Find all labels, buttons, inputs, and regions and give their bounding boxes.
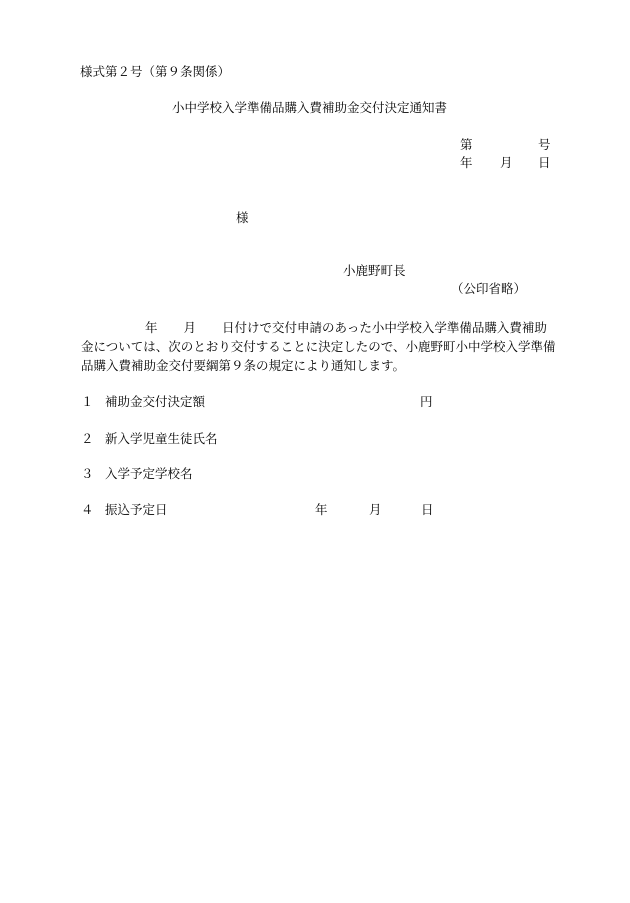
body-date-year: 年 [145,320,158,335]
body-text-rest: 助金については、次のとおり交付することに決定したので、小鹿野町小中学校入学準備品購入費補助金交付要綱第９条の規定により通知します。 [81,320,556,373]
doc-date-day: 日 [538,155,551,170]
item-label: 入学予定学校名 [105,466,193,481]
item-day: 日 [421,502,434,517]
doc-number-go: 号 [538,137,551,152]
item-label: 新入学児童生徒氏名 [105,431,218,446]
item-label: 補助金交付決定額 [105,394,206,409]
body-date-month: 月 [183,320,197,335]
seal-note: （公印省略） [451,281,527,296]
document-title: 小中学校入学準備品購入費補助金交付決定通知書 [172,100,448,115]
body-paragraph [81,318,559,375]
form-label: 様式第２号（第９条関係） [80,64,231,79]
item-year: 年 [315,502,328,517]
doc-date-month: 月 [500,155,513,170]
body-text-line1: 日付けで交付申請のあった小中学校入学準備品購入費補 [222,320,535,335]
item-number: ３ [81,466,94,481]
doc-number-dai: 第 [460,137,473,152]
issuer: 小鹿野町長 [343,263,406,278]
item-month: 月 [369,502,382,517]
recipient-suffix: 様 [236,210,249,225]
item-number: ２ [81,431,94,446]
item-number: １ [81,394,94,409]
item-number: ４ [81,502,94,517]
doc-date-year: 年 [460,155,473,170]
item-unit: 円 [420,394,433,409]
item-label: 振込予定日 [105,502,168,517]
